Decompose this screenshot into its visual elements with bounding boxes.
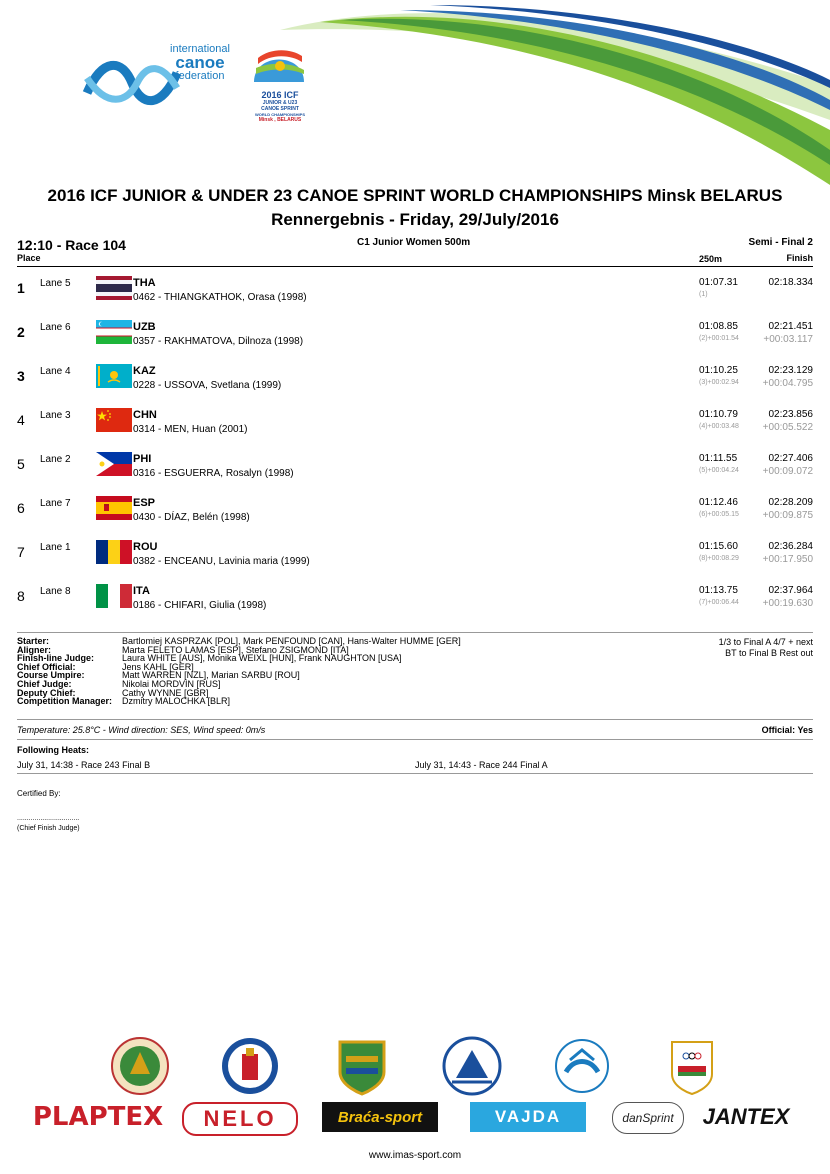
- page-subtitle: Rennergebnis - Friday, 29/July/2016: [271, 210, 559, 229]
- result-athlete: 0430 - DÍAZ, Belén (1998): [133, 512, 250, 523]
- result-rank-250m: (6)+00:05.15: [699, 511, 739, 518]
- event-logo-text-3: CANOE SPRINT: [261, 106, 299, 112]
- coat-of-arms-1-icon: [110, 1036, 170, 1096]
- result-lane: Lane 2: [40, 454, 71, 465]
- result-athlete: 0316 - ESGUERRA, Rosalyn (1998): [133, 468, 294, 479]
- result-rank-250m: (2)+00:01.54: [699, 335, 739, 342]
- flag-rou-icon: [96, 540, 132, 564]
- result-place: 5: [17, 456, 25, 472]
- icf-logo-text-2: canoe: [175, 53, 225, 72]
- result-lane: Lane 1: [40, 542, 71, 553]
- flag-ita-icon: [96, 584, 132, 608]
- result-time-behind: +00:17.950: [762, 554, 813, 565]
- result-lane: Lane 6: [40, 322, 71, 333]
- result-nation: KAZ: [133, 365, 156, 377]
- official-names: Bartlomiej KASPRZAK [POL], Mark PENFOUND [CAN], Hans-Walter HUMME [GER]: [122, 636, 461, 646]
- result-rank-250m: (1): [699, 291, 708, 298]
- official-names: Marta FELETO LAMAS [ESP], Stefano ZSIGMOND [ITA]: [122, 644, 349, 655]
- coat-of-arms-5-icon: [552, 1036, 612, 1096]
- official-names: Matt WARREN [NZL], Marian SARBU [ROU]: [122, 670, 300, 681]
- progression-line-2: BT to Final B Rest out: [725, 648, 813, 658]
- result-row: [0, 320, 830, 364]
- weather-divider: [17, 719, 813, 720]
- event-logo-text-1: 2016 ICF: [261, 90, 299, 100]
- column-header-place: Place: [17, 253, 41, 263]
- result-row: [0, 584, 830, 628]
- coat-of-arms-2-icon: [220, 1036, 280, 1096]
- result-finish-time: 02:28.209: [768, 497, 813, 508]
- result-place: 3: [17, 368, 25, 384]
- result-nation: ITA: [133, 585, 150, 597]
- sponsor-vajda: VAJDA: [470, 1102, 586, 1132]
- sponsor-jantex: JANTEX: [702, 1104, 790, 1129]
- result-finish-time: 02:23.856: [768, 409, 813, 420]
- chief-judge-label: (Chief Finish Judge): [17, 825, 80, 832]
- following-bottom-divider: [17, 773, 813, 774]
- result-place: 7: [17, 544, 25, 560]
- result-finish-time: 02:36.284: [768, 541, 813, 552]
- official-role: Finish-line Judge:: [17, 653, 95, 664]
- event-mark-icon: [250, 44, 308, 86]
- official-names: Nikolai MORDVIN [RUS]: [122, 679, 221, 689]
- event-logo-text-4: WORLD CHAMPIONSHIPS: [255, 112, 305, 117]
- progression-line-1: 1/3 to Final A 4/7 + next: [718, 637, 813, 647]
- result-lane: Lane 3: [40, 410, 71, 421]
- result-nation: THA: [133, 277, 156, 289]
- official-role: Course Umpire:: [17, 670, 85, 681]
- result-time-behind: +00:03.117: [763, 334, 813, 345]
- weather-info: Temperature: 25.8°C - Wind direction: SES, Wind speed: 0m/s: [17, 725, 266, 735]
- result-finish-time: 02:27.406: [768, 453, 813, 464]
- result-rank-250m: (7)+00:06.44: [699, 599, 739, 606]
- result-finish-time: 02:23.129: [768, 365, 813, 376]
- header-swoosh-graphic: [280, 0, 830, 185]
- flag-esp-icon: [96, 496, 132, 520]
- result-row: [0, 364, 830, 408]
- result-place: 2: [17, 324, 25, 340]
- olympic-committee-icon: [662, 1036, 722, 1096]
- icf-logo: [82, 40, 232, 130]
- official-role: Deputy Chief:: [17, 687, 76, 698]
- following-heats-title: Following Heats:: [17, 745, 89, 755]
- official-names: Cathy WYNNE [GBR]: [122, 687, 209, 698]
- signature-line: ................................: [17, 815, 80, 822]
- result-time-250m: 01:08.85: [699, 321, 738, 332]
- result-athlete: 0357 - RAKHMATOVA, Dilnoza (1998): [133, 336, 304, 347]
- official-names: Jens KAHL [GER]: [122, 661, 194, 672]
- flag-phi-icon: [96, 452, 132, 476]
- result-time-250m: 01:10.25: [699, 365, 738, 376]
- race-phase: Semi - Final 2: [748, 237, 813, 248]
- column-header-250m: 250m: [699, 254, 723, 264]
- result-finish-time: 02:21.451: [768, 321, 813, 332]
- result-row: [0, 496, 830, 540]
- icf-wave-icon: [82, 48, 182, 118]
- result-nation: CHN: [133, 409, 157, 421]
- official-role: Chief Judge:: [17, 679, 72, 689]
- result-athlete: 0462 - THIANGKATHOK, Orasa (1998): [133, 292, 307, 303]
- sponsor-nelo: NELO: [182, 1102, 298, 1136]
- result-time-behind: +00:19.630: [762, 598, 813, 609]
- event-logo: [250, 44, 310, 128]
- page-title: 2016 ICF JUNIOR & UNDER 23 CANOE SPRINT WORLD CHAMPIONSHIPS Minsk BELARUS: [47, 186, 783, 205]
- official-role: Competition Manager:: [17, 696, 113, 707]
- result-athlete: 0186 - CHIFARI, Giulia (1998): [133, 600, 267, 611]
- result-row: [0, 540, 830, 584]
- official-role: Aligner:: [17, 644, 52, 655]
- result-rank-250m: (3)+00:02.94: [699, 379, 739, 386]
- coat-of-arms-4-icon: [442, 1036, 502, 1096]
- result-time-250m: 01:12.46: [699, 497, 738, 508]
- result-time-250m: 01:13.75: [699, 585, 738, 596]
- result-rank-250m: (8)+00:08.29: [699, 555, 739, 562]
- sponsor-plaptex: PLAPTEX: [32, 1102, 164, 1132]
- flag-tha-icon: [96, 276, 132, 300]
- sponsor-dansprint: danSprint: [612, 1102, 684, 1134]
- result-lane: Lane 8: [40, 586, 71, 597]
- officials-divider: [17, 632, 813, 633]
- flag-uzb-icon: [96, 320, 132, 344]
- result-time-250m: 01:10.79: [699, 409, 738, 420]
- result-time-250m: 01:15.60: [699, 541, 738, 552]
- following-heat-2: July 31, 14:43 - Race 244 Final A: [415, 760, 548, 770]
- event-logo-text-2: JUNIOR & U23: [262, 100, 298, 106]
- result-nation: UZB: [133, 321, 156, 333]
- footer-url: www.imas-sport.com: [368, 1150, 462, 1161]
- race-time: 12:10 - Race 104: [17, 237, 126, 253]
- result-rank-250m: (5)+00:04.24: [699, 467, 739, 474]
- result-place: 8: [17, 588, 25, 604]
- result-row: [0, 276, 830, 320]
- official-role: Chief Official:: [17, 661, 76, 672]
- flag-kaz-icon: [96, 364, 132, 388]
- result-time-behind: +00:04.795: [762, 378, 813, 389]
- header-divider: [17, 266, 813, 267]
- result-row: [0, 408, 830, 452]
- result-place: 1: [17, 280, 25, 296]
- result-nation: ROU: [133, 541, 158, 553]
- flag-chn-icon: [96, 408, 132, 432]
- result-finish-time: 02:37.964: [768, 585, 813, 596]
- icf-logo-text-1: international: [170, 43, 230, 55]
- result-athlete: 0382 - ENCEANU, Lavinia maria (1999): [133, 556, 310, 567]
- icf-logo-text-3: federation: [175, 70, 225, 82]
- result-time-behind: +00:05.522: [762, 422, 813, 433]
- result-athlete: 0314 - MEN, Huan (2001): [133, 424, 248, 435]
- race-class: C1 Junior Women 500m: [357, 237, 471, 248]
- result-nation: PHI: [133, 453, 152, 465]
- official-status: Official: Yes: [761, 725, 813, 735]
- result-lane: Lane 5: [40, 278, 71, 289]
- result-nation: ESP: [133, 497, 156, 509]
- result-time-behind: +00:09.072: [762, 466, 813, 477]
- coat-of-arms-3-icon: [332, 1036, 392, 1096]
- result-row: [0, 452, 830, 496]
- result-time-250m: 01:11.55: [699, 453, 738, 464]
- official-names: Laura WHITE [AUS], Monika WEIXL [HUN], Frank NAUGHTON [USA]: [122, 653, 402, 664]
- certified-label: Certified By:: [17, 789, 61, 798]
- official-role: Starter:: [17, 636, 50, 646]
- result-lane: Lane 7: [40, 498, 71, 509]
- result-time-behind: +00:09.875: [762, 510, 813, 521]
- result-finish-time: 02:18.334: [768, 277, 813, 288]
- following-heat-1: July 31, 14:38 - Race 243 Final B: [17, 760, 151, 770]
- result-rank-250m: (4)+00:03.48: [699, 423, 739, 430]
- result-athlete: 0228 - USSOVA, Svetlana (1999): [133, 380, 282, 391]
- column-header-finish: Finish: [786, 253, 813, 263]
- result-time-250m: 01:07.31: [699, 277, 738, 288]
- result-place: 6: [17, 500, 25, 516]
- event-logo-text-5: Minsk , BELARUS: [258, 117, 302, 123]
- following-divider: [17, 739, 813, 740]
- result-lane: Lane 4: [40, 366, 71, 377]
- sponsor-braca-sport: Braća-sport: [322, 1102, 438, 1132]
- result-place: 4: [17, 412, 25, 428]
- official-names: Dzmitry MALOCHKA [BLR]: [122, 696, 231, 707]
